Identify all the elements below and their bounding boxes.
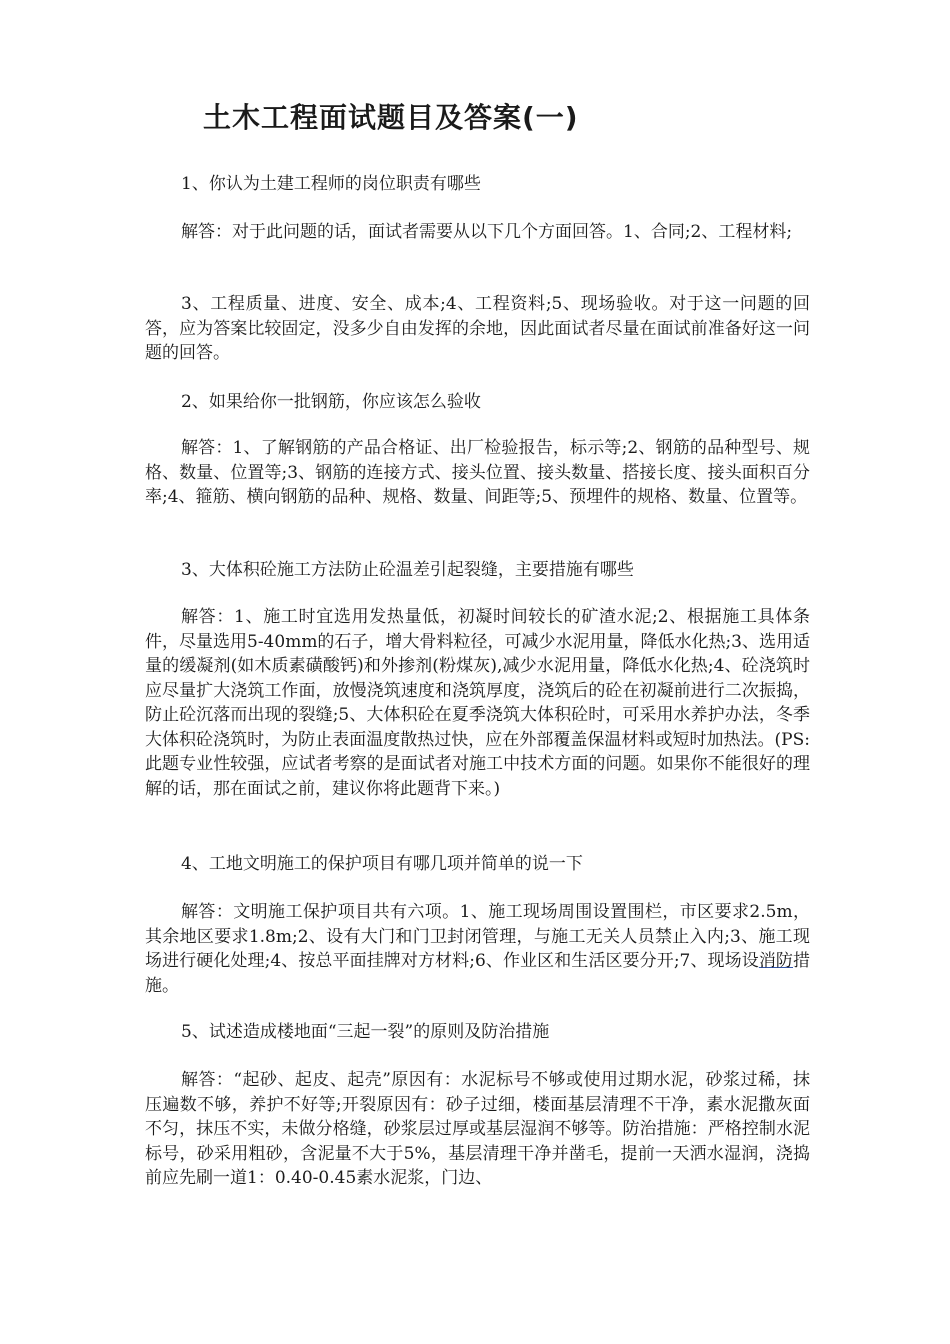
question-5: 5、试述造成楼地面“三起一裂”的原则及防治措施 — [181, 1022, 550, 1042]
answer-5: 解答：“起砂、起皮、起壳”原因有：水泥标号不够或使用过期水泥，砂浆过稀，抹压遍数不够，养护不好等;开裂原因有：砂子过细，楼面基层清理不干净，素水泥撒灰面不匀，抹压不实，未做分格缝，砂浆层过厚或基层湿润不够等。防治措施：严格控制水泥标号，砂采用粗砂，含泥量不大于5%，基层清理干净并凿毛，提前一天洒水湿润，浇捣前应先刷一道1：0.40-0.45素水泥浆，门边、 — [145, 1070, 810, 1188]
answer-1a: 解答：对于此问题的话，面试者需要从以下几个方面回答。1、合同;2、工程材料; — [181, 222, 793, 242]
answer-1b: 3、工程质量、进度、安全、成本;4、工程资料;5、现场验收。对于这一问题的回答，应为答案比较固定，没多少自由发挥的余地，因此面试者尽量在面试前准备好这一问题的回答。 — [145, 294, 810, 363]
question-4: 4、工地文明施工的保护项目有哪几项并简单的说一下 — [181, 854, 583, 874]
question-3: 3、大体积砼施工方法防止砼温差引起裂缝，主要措施有哪些 — [181, 560, 634, 580]
answer-2: 解答：1、了解钢筋的产品合格证、出厂检验报告，标示等;2、钢筋的品种型号、规格、数量、位置等;3、钢筋的连接方式、接头位置、接头数量、搭接长度、接头面积百分率;4、箍筋、横向钢筋的品种、规格、数量、间距等;5、预埋件的规格、数量、位置等。 — [145, 438, 810, 507]
answer-4 — [145, 900, 810, 998]
question-2: 2、如果给你一批钢筋，你应该怎么验收 — [181, 392, 481, 412]
fire-protection-link[interactable]: 消防 — [758, 951, 793, 971]
question-1: 1、你认为土建工程师的岗位职责有哪些 — [181, 174, 481, 194]
page-title: 土木工程面试题目及答案(一) — [203, 101, 579, 134]
answer-3: 解答：1、施工时宜选用发热量低，初凝时间较长的矿渣水泥;2、根据施工具体条件，尽量选用5-40mm的石子，增大骨料粒径，可减少水泥用量，降低水化热;3、选用适量的缓凝剂(如木质素磺酸钙)和外掺剂(粉煤灰),减少水泥用量，降低水化热;4、砼浇筑时应尽量扩大浇筑工作面，放慢浇筑速度和浇筑厚度，浇筑后的砼在初凝前进行二次振捣，防止砼沉落而出现的裂缝;5、大体积砼在夏季浇筑大体积砼时，可采用水养护办法，冬季大体积砼浇筑时，为防止表面温度散热过快，应在外部覆盖保温材料或短时加热法。(PS:此题专业性较强，应试者考察的是面试者对施工中技术方面的问题。如果你不能很好的理解的话，那在面试之前，建议你将此题背下来。) — [145, 607, 810, 799]
answer-4-tail: 措施。 — [145, 951, 810, 996]
answer-4-text: 解答：文明施工保护项目共有六项。1、施工现场周围设置围栏，市区要求2.5m，其余地区要求1.8m;2、设有大门和门卫封闭管理，与施工无关人员禁止入内;3、施工现场进行硬化处理;4、按总平面挂牌对方材料;6、作业区和生活区要分开;7、现场设 — [145, 902, 810, 971]
